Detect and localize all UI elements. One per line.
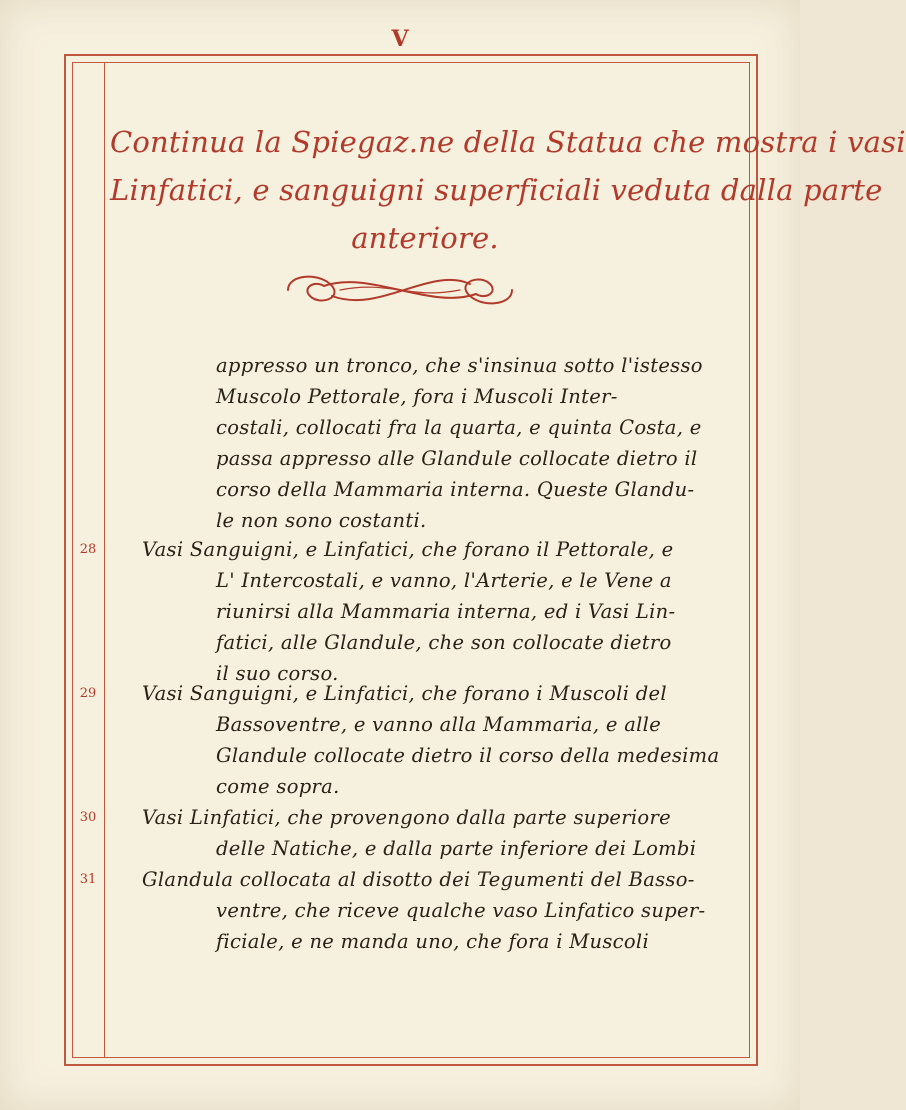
page-title	[110, 118, 906, 262]
text-line: Muscolo Pettorale, fora i Muscoli Inter-	[216, 385, 618, 408]
entry-number: 28	[79, 542, 97, 557]
text-line: il suo corso.	[216, 662, 339, 685]
text-line: Glandule collocate dietro il corso della medesima	[216, 744, 720, 767]
text-line: le non sono costanti.	[216, 509, 427, 532]
text-line: come sopra.	[216, 775, 340, 798]
entry-number: 31	[79, 872, 97, 887]
text-line: passa appresso alle Glandule collocate dietro il	[216, 447, 698, 470]
text-line: riunirsi alla Mammaria interna, ed i Vasi Lin-	[216, 600, 676, 623]
text-line: ficiale, e ne manda uno, che fora i Muscoli	[216, 930, 650, 953]
text-line: Glandula collocata al disotto dei Tegumenti del Basso-	[142, 868, 695, 891]
text-line: appresso un tronco, che s'insinua sotto l'istesso	[216, 354, 703, 377]
text-line: fatici, alle Glandule, che son collocate dietro	[216, 631, 672, 654]
text-line: ventre, che riceve qualche vaso Linfatico super-	[216, 899, 706, 922]
text-line: L' Intercostali, e vanno, l'Arterie, e le Vene a	[216, 569, 672, 592]
entry-number: 30	[79, 810, 97, 825]
folio-number: V	[391, 26, 409, 52]
text-line: costali, collocati fra la quarta, e quinta Costa, e	[216, 416, 702, 439]
entry-number: 29	[79, 686, 97, 701]
calligraphic-flourish-icon	[280, 260, 520, 320]
text-line: delle Natiche, e dalla parte inferiore dei Lombi	[216, 837, 697, 860]
text-line: Vasi Sanguigni, e Linfatici, che forano il Pettorale, e	[142, 538, 674, 561]
title-line: Linfatici, e sanguigni superficiali veduta dalla parte	[110, 173, 883, 207]
text-line: corso della Mammaria interna. Queste Glandu-	[216, 478, 695, 501]
title-line: anteriore.	[351, 221, 499, 255]
title-line: Continua la Spiegaz.ne della Statua che mostra i vasi	[110, 125, 906, 159]
text-line: Vasi Linfatici, che provengono dalla parte superiore	[142, 806, 671, 829]
margin-rule	[104, 62, 105, 1058]
text-line: Vasi Sanguigni, e Linfatici, che forano i Muscoli del	[142, 682, 667, 705]
text-line: Bassoventre, e vanno alla Mammaria, e alle	[216, 713, 662, 736]
